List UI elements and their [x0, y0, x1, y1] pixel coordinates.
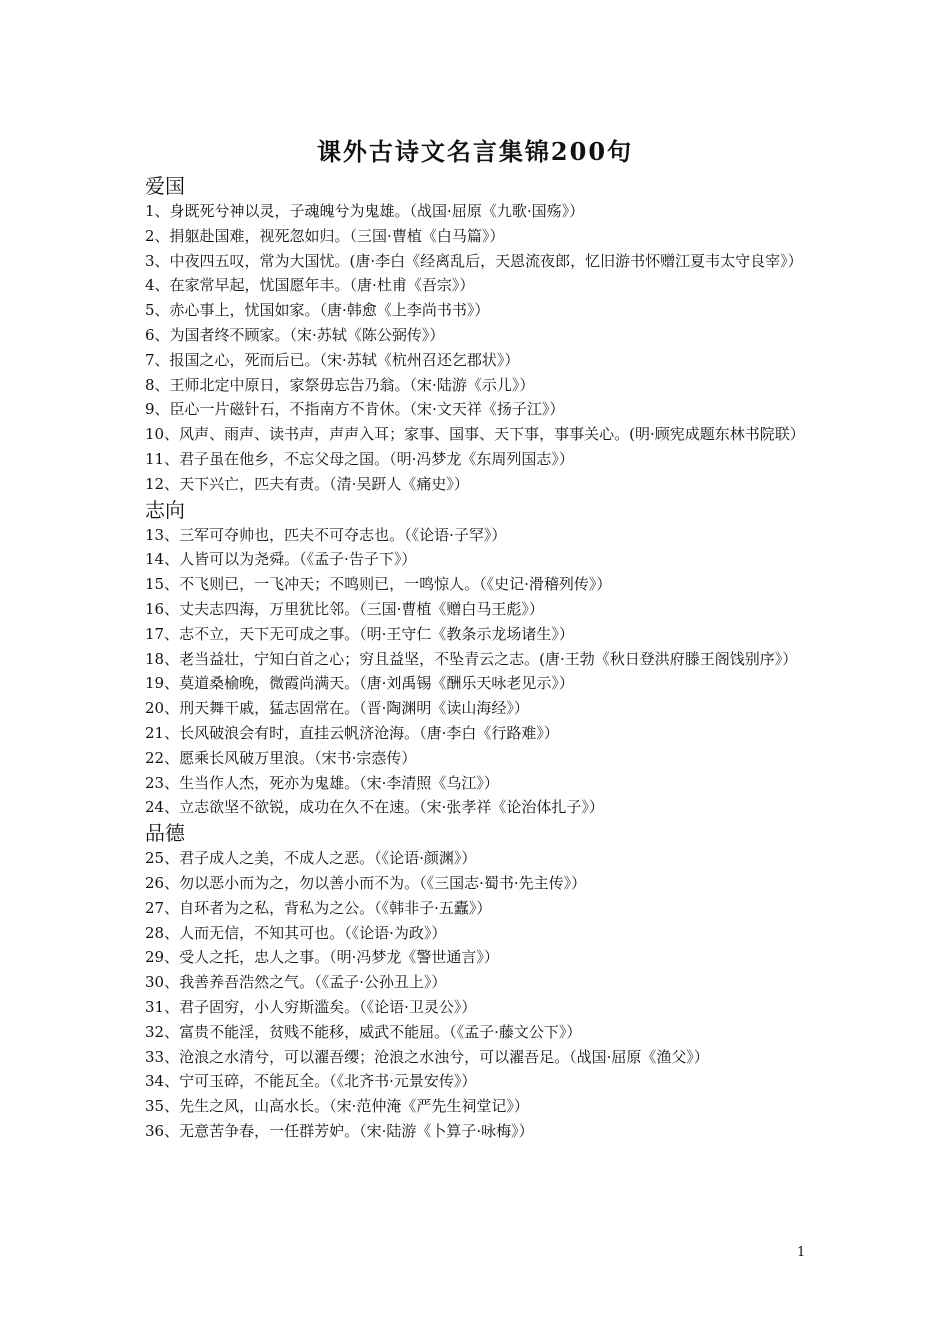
quote-entry: 26、勿以恶小而为之，勿以善小而不为。（《三国志·蜀书·先主传》）: [145, 873, 587, 892]
quote-entry: 24、立志欲坚不欲锐，成功在久不在速。（宋·张孝祥《论治体扎子》）: [145, 798, 604, 817]
quote-entry: 27、自环者为之私，背私为之公。（《韩非子·五蠹》）: [145, 898, 492, 917]
quote-entry: 7、报国之心，死而后已。（宋·苏轼《杭州召还乞郡状》）: [145, 350, 520, 369]
quote-entry: 22、愿乘长风破万里浪。（宋书·宗悫传）: [145, 748, 417, 767]
quote-entry: 4、在家常早起，忧国愿年丰。（唐·杜甫《吾宗》）: [145, 276, 475, 295]
quote-entry: 20、刑天舞干戚，猛志固常在。（晋·陶渊明《读山海经》）: [145, 699, 529, 718]
quote-entry: 1、身既死兮神以灵，子魂魄兮为鬼雄。（战国·屈原《九歌·国殇》）: [145, 202, 585, 220]
quote-entry: 25、君子成人之美，不成人之恶。（《论语·颜渊》）: [145, 849, 477, 868]
quote-entry: 36、无意苦争春，一任群芳妒。（宋·陆游《卜算子·咏梅》）: [145, 1121, 534, 1140]
section-heading: 志向: [145, 497, 185, 522]
quote-entry: 21、长风破浪会有时，直挂云帆济沧海。（唐·李白《行路难》）: [145, 723, 559, 742]
quote-entry: 3、中夜四五叹，常为大国忧。(唐·李白《经离乱后，天恩流夜郎，忆旧游书怀赠江夏韦太守良宰》）: [145, 251, 803, 270]
quote-entry: 35、先生之风，山高水长。（宋·范仲淹《严先生祠堂记》）: [145, 1097, 529, 1116]
quote-entry: 29、受人之托，忠人之事。（明·冯梦龙《警世通言》）: [145, 948, 499, 967]
document-body: [145, 173, 825, 1144]
section-heading: 品德: [145, 821, 185, 846]
quote-entry: 5、赤心事上，忧国如家。（唐·韩愈《上李尚书书》）: [145, 301, 490, 320]
quote-entry: 30、我善养吾浩然之气。（《孟子·公孙丑上》）: [145, 973, 447, 992]
quote-entry: 10、风声、雨声、读书声，声声入耳；家事、国事、天下事，事事关心。(明·顾宪成题东林书院联）: [145, 425, 805, 444]
quote-entry: 32、富贵不能淫，贫贱不能移，威武不能屈。（《孟子·藤文公下》）: [145, 1022, 582, 1041]
quote-entry: 9、臣心一片磁针石，不指南方不肯休。（宋·文天祥《扬子江》）: [145, 400, 565, 419]
quote-entry: 11、君子虽在他乡，不忘父母之国。（明·冯梦龙《东周列国志》）: [145, 449, 574, 468]
quote-entry: 19、莫道桑榆晚，微霞尚满天。（唐·刘禹锡《酬乐天咏老见示》）: [145, 674, 574, 693]
quote-entry: 28、人而无信，不知其可也。（《论语·为政》）: [145, 923, 447, 942]
quote-entry: 2、捐躯赴国难，视死忽如归。（三国·曹植《白马篇》）: [145, 226, 505, 245]
quote-entry: 33、沧浪之水清兮，可以濯吾缨；沧浪之水浊兮，可以濯吾足。（战国·屈原《渔父》）: [145, 1047, 709, 1066]
quote-entry: 12、天下兴亡，匹夫有责。（清·吴趼人《痛史》）: [145, 474, 469, 493]
quote-entry: 13、三军可夺帅也，匹夫不可夺志也。（《论语·子罕》）: [145, 525, 507, 544]
quote-entry: 23、生当作人杰，死亦为鬼雄。（宋·李清照《乌江》）: [145, 773, 499, 792]
quote-entry: 31、君子固穷，小人穷斯滥矣。（《论语·卫灵公》）: [145, 997, 477, 1016]
section-heading: 爱国: [145, 174, 185, 198]
quote-entry: 6、为国者终不顾家。（宋·苏轼《陈公弼传》）: [145, 325, 445, 344]
quote-entry: 18、老当益壮，宁知白首之心；穷且益坚，不坠青云之志。(唐·王勃《秋日登洪府滕王阁饯别序》）: [145, 649, 798, 668]
quote-entry: 16、丈夫志四海，万里犹比邻。（三国·曹植《赠白马王彪》）: [145, 599, 544, 618]
quote-entry: 17、志不立，天下无可成之事。（明·王守仁《教条示龙场诸生》）: [145, 624, 574, 643]
quote-entry: 34、宁可玉碎，不能瓦全。（《北齐书·元景安传》）: [145, 1072, 477, 1091]
quote-entry: 15、不飞则已，一飞冲天；不鸣则已，一鸣惊人。（《史记·滑稽列传》）: [145, 575, 612, 594]
page-number: 1: [797, 1245, 806, 1260]
page-title: 课外古诗文名言集锦200句: [316, 137, 634, 166]
quote-entry: 8、王师北定中原日，家祭毋忘告乃翁。（宋·陆游《示儿》）: [145, 375, 535, 394]
quote-entry: 14、人皆可以为尧舜。（《孟子·告子下》）: [145, 550, 417, 569]
